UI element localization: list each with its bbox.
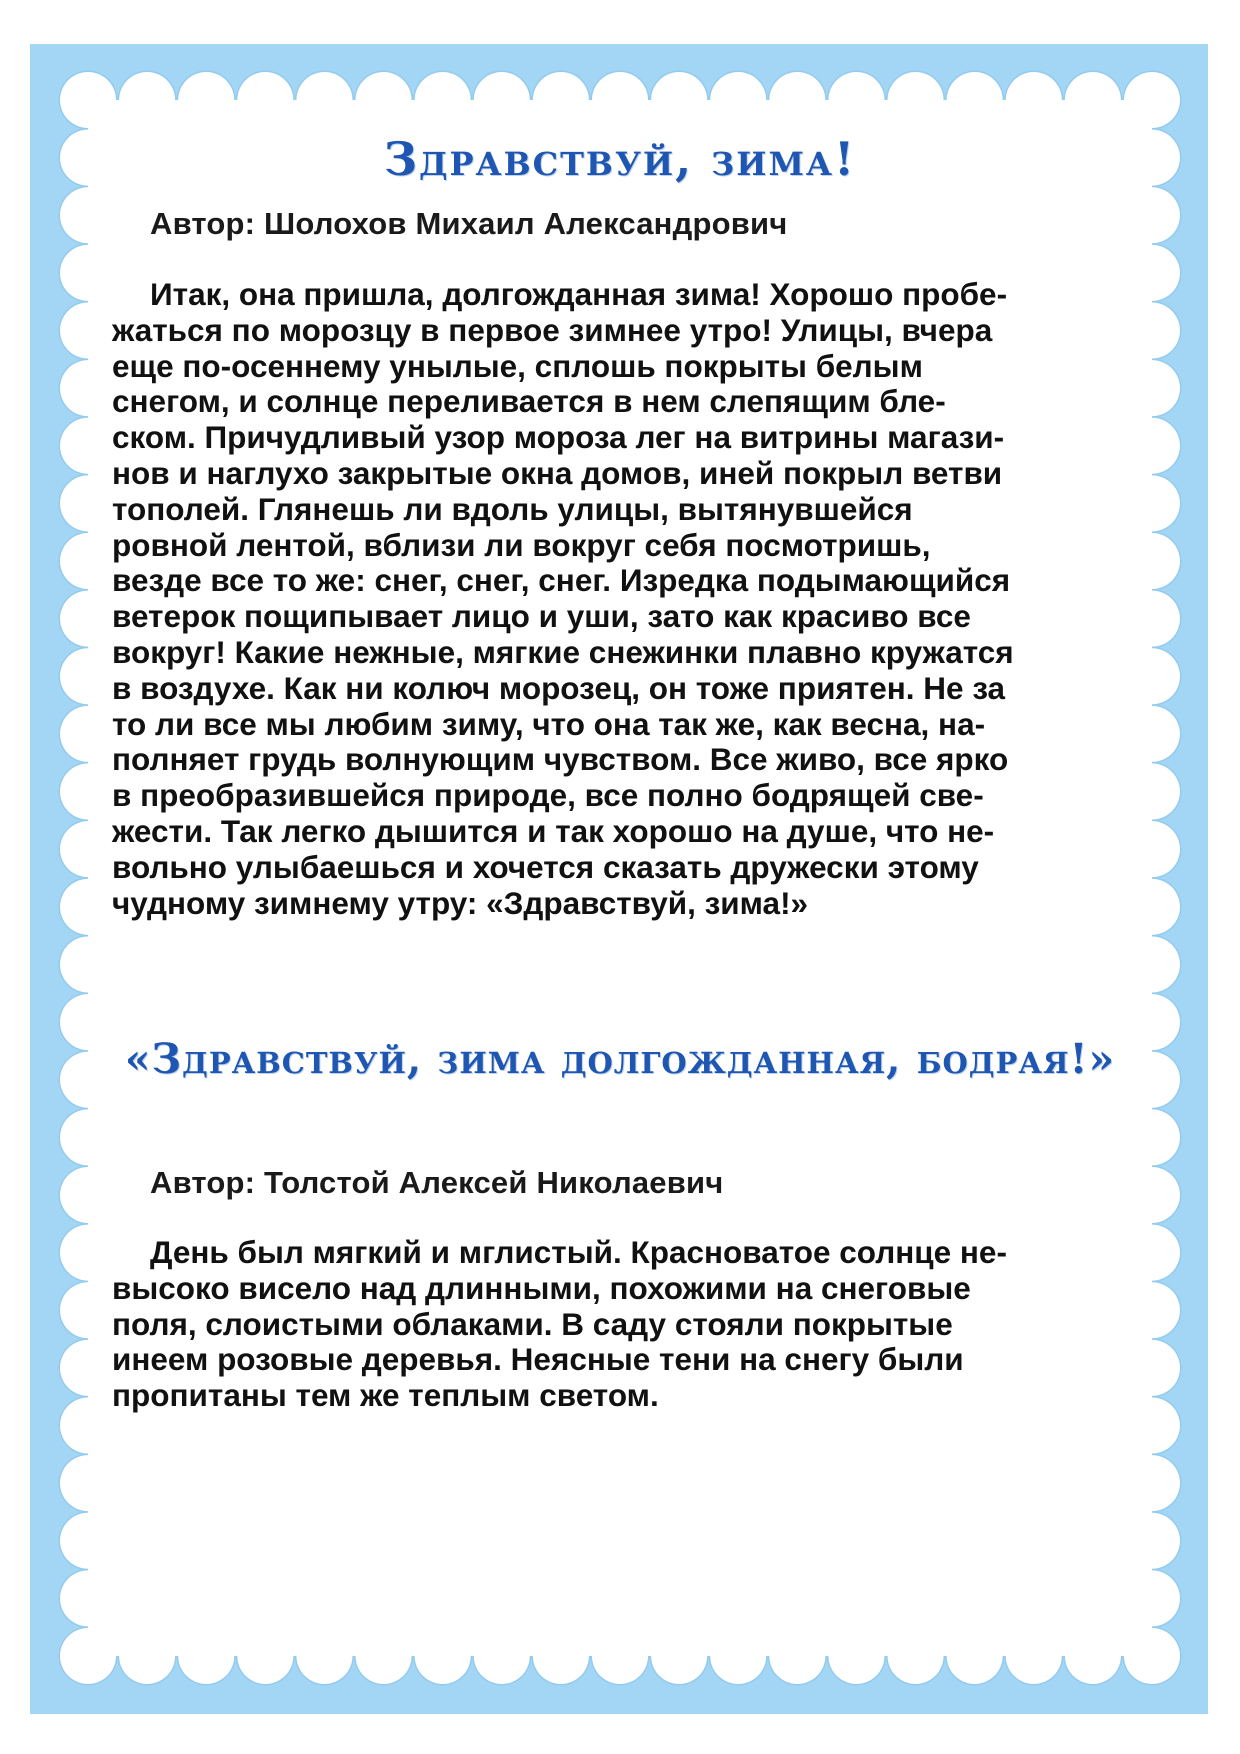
section-1-author: Автор: Шолохов Михаил Александрович (150, 206, 788, 241)
text-line: в преобразившейся природе, все полно бодрящей све- (112, 777, 984, 814)
text-line: в воздухе. Как ни колюч морозец, он тоже приятен. Не за (112, 669, 1006, 706)
text-line: ровной лентой, вблизи ли вокруг себя посмотришь, (112, 526, 931, 563)
text-line: пропитаны тем же теплым светом. (112, 1377, 659, 1414)
text-line: жести. Так легко дышится и так хорошо на душе, что не- (112, 812, 995, 849)
text-line: ветерок пощипывает лицо и уши, зато как красиво все (112, 598, 971, 635)
section-2-title: «Здравствуй, зима долгожданная, бодрая!» (124, 1035, 1116, 1083)
text-line: высоко висело над длинными, похожими на снеговые (112, 1269, 971, 1306)
section-2-text (112, 1235, 1142, 1414)
text-line: то ли все мы любим зиму, что она так же, как весна, на- (112, 705, 986, 742)
section-2-author: Автор: Толстой Алексей Николаевич (150, 1165, 724, 1200)
text-line: вольно улыбаешься и хочется сказать дружески этому (112, 848, 979, 885)
text-line: полняет грудь волнующим чувством. Все живо, все ярко (112, 741, 1009, 778)
text-line: поля, слоистыми облаками. В саду стояли покрытые (112, 1305, 953, 1342)
text-line: вокруг! Какие нежные, мягкие снежинки плавно кружатся (112, 633, 1014, 670)
text-line: ском. Причудливый узор мороза лег на витрины магази- (112, 419, 1005, 456)
text-line: чудному зимнему утру: «Здравствуй, зима!» (112, 884, 809, 921)
text-line: нов и наглухо закрытые окна домов, иней покрыл ветви (112, 454, 1003, 491)
text-line: тополей. Глянешь ли вдоль улицы, вытянувшейся (112, 490, 913, 527)
text-line: Итак, она пришла, долгожданная зима! Хорошо пробе- (150, 276, 1008, 312)
text-line: жаться по морозцу в первое зимнее утро! Улицы, вчера (112, 311, 993, 348)
section-1-text (112, 277, 1142, 921)
text-line: инеем розовые деревья. Неясные тени на снегу были (112, 1341, 964, 1378)
text-line: еще по-осеннему унылые, сплошь покрыты белым (112, 347, 923, 384)
section-1-title: Здравствуй, зима! (383, 132, 857, 186)
text-line: День был мягкий и мглистый. Красноватое солнце не- (150, 1234, 1007, 1270)
text-line: везде все то же: снег, снег, снег. Изредка подымающийся (112, 562, 1011, 599)
text-line: снегом, и солнце переливается в нем слепящим бле- (112, 383, 946, 420)
